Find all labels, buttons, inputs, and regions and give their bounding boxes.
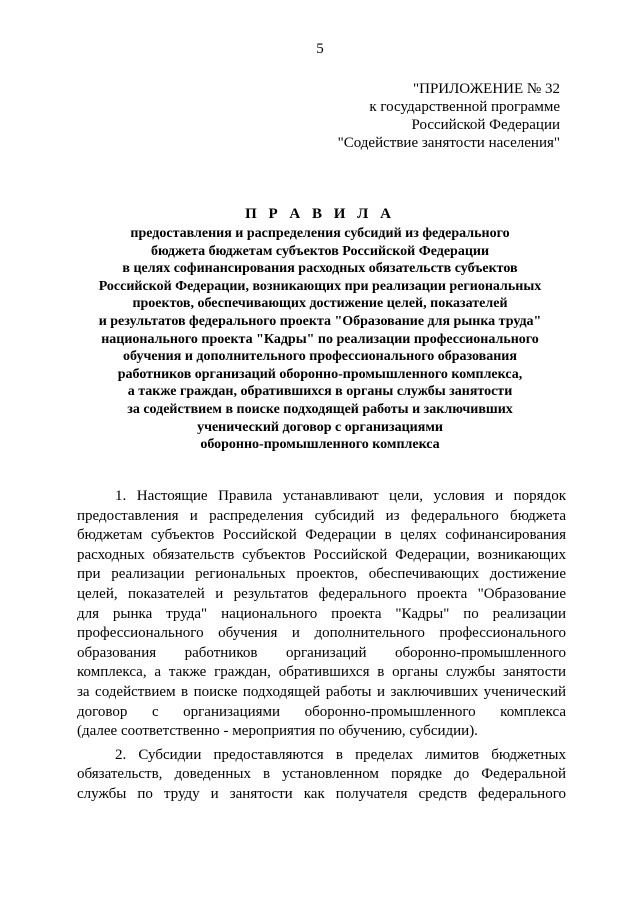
subtitle-line: обучения и дополнительного профессионального образования [123, 349, 517, 365]
subtitle-line: бюджета бюджетам субъектов Российской Федерации [150, 243, 490, 259]
paragraph-line: при реализации региональных проектов, обеспечивающих достижение [77, 566, 566, 583]
paragraph-line: 2. Субсидии предоставляются в пределах лимитов бюджетных [115, 746, 566, 763]
paragraph-line: договор с организациями оборонно-промышленного комплекса [77, 703, 566, 720]
rules-title: П Р А В И Л А [245, 206, 395, 222]
paragraph-line: образования работников организаций оборонно-промышленного [77, 644, 566, 661]
subtitle-line: а также граждан, обратившихся в органы службы занятости [127, 384, 513, 400]
paragraph-2 [77, 746, 566, 805]
subtitle-line: Российской Федерации, возникающих при реализации региональных [98, 278, 542, 294]
subtitle-line: работников организаций оборонно-промышленного комплекса, [117, 366, 523, 382]
paragraph-line: профессионального обучения и дополнительного профессионального [77, 625, 566, 642]
paragraph-line: (далее соответственно - мероприятия по обучению, субсидии). [77, 723, 478, 740]
subtitle-line: в целях софинансирования расходных обязательств субъектов [122, 261, 518, 277]
rules-subtitle [60, 225, 580, 454]
paragraph-line: предоставления и распределения субсидий из федерального бюджета [77, 507, 566, 524]
page-number: 5 [316, 41, 324, 57]
paragraph-line: бюджетам субъектов Российской Федерации в целях софинансирования [77, 527, 566, 544]
paragraph-line: службы по труду и занятости как получателя средств федерального [77, 785, 566, 802]
paragraph-1 [77, 487, 566, 742]
body-text [77, 487, 566, 805]
subtitle-line: и результатов федерального проекта "Образование для рынка труда" [98, 313, 542, 329]
appendix-line: Российской Федерации [411, 117, 560, 133]
paragraph-line: расходных обязательств субъектов Российской Федерации, возникающих [77, 546, 566, 563]
subtitle-line: проектов, обеспечивающих достижение целей, показателей [132, 296, 508, 312]
subtitle-line: за содействием в поиске подходящей работы и заключивших [127, 401, 513, 417]
subtitle-line: оборонно-промышленного комплекса [200, 437, 440, 453]
paragraph-line: 1. Настоящие Правила устанавливают цели, условия и порядок [115, 488, 566, 504]
paragraph-line: целей, показателей и результатов федерального проекта "Образование [77, 585, 566, 602]
paragraph-line: обязательств, доведенных в установленном порядке до Федеральной [77, 766, 566, 783]
appendix-line: "ПРИЛОЖЕНИЕ № 32 [412, 81, 560, 97]
subtitle-line: национального проекта "Кадры" по реализации профессионального [101, 331, 539, 347]
appendix-header [330, 80, 560, 152]
paragraph-line: комплекса, а также граждан, обратившихся в органы службы занятости [77, 664, 566, 681]
paragraph-line: за содействием в поиске подходящей работы и заключивших ученический [77, 683, 566, 700]
subtitle-line: ученический договор с организациями [197, 419, 443, 435]
appendix-line: "Содействие занятости населения" [337, 135, 560, 151]
appendix-line: к государственной программе [369, 99, 560, 115]
paragraph-line: для рынка труда" национального проекта "Кадры" по реализации [77, 605, 566, 622]
subtitle-line: предоставления и распределения субсидий из федерального [130, 226, 510, 241]
